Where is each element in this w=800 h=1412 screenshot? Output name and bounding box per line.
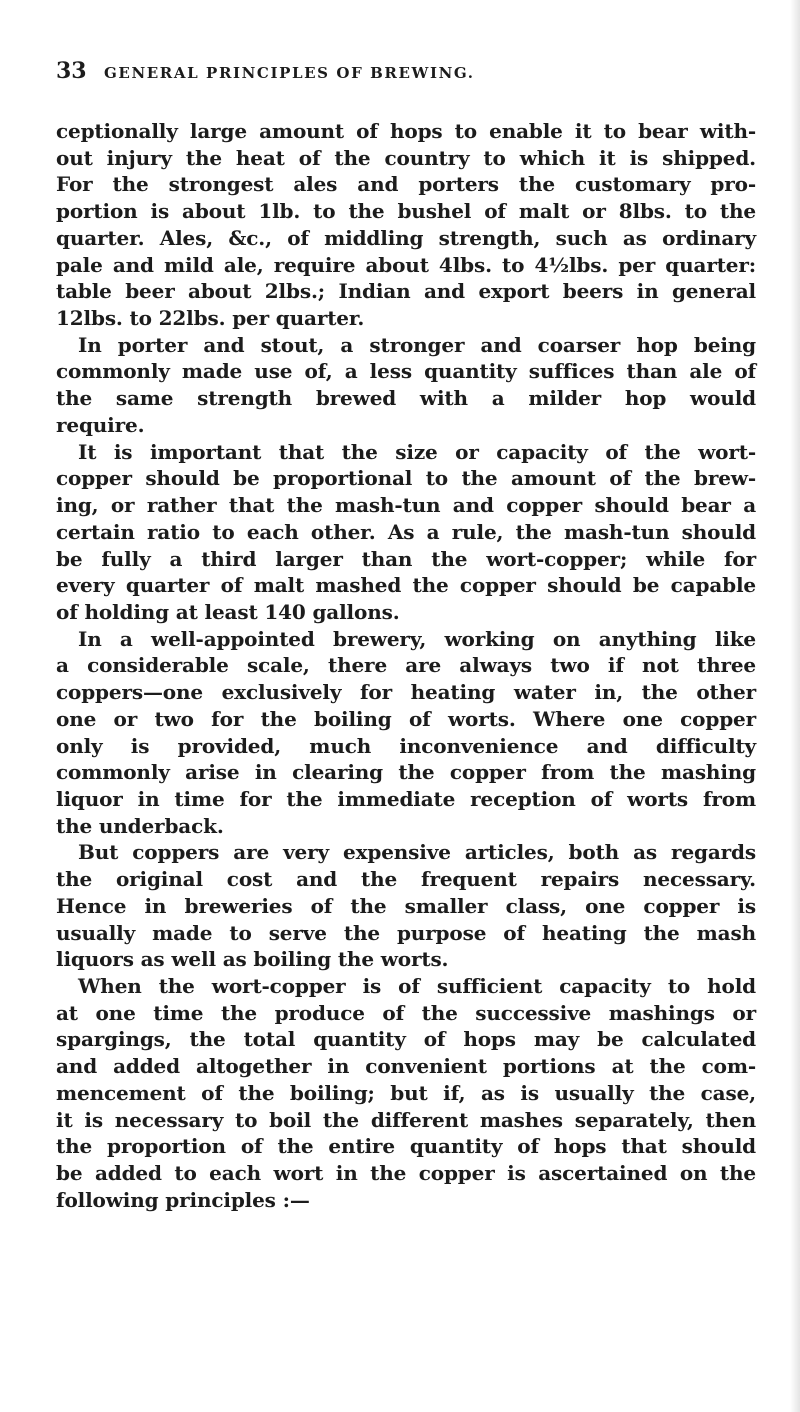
- text-line: spargings, the total quantity of hops may be calculated: [56, 1027, 756, 1052]
- text-line: a considerable scale, there are always two if not three: [56, 653, 756, 678]
- text-line: For the strongest ales and porters the customary pro-: [56, 172, 756, 197]
- text-line: In porter and stout, a stronger and coarser hop being: [78, 332, 756, 357]
- text-line: coppers—one exclusively for heating water in, the other: [56, 680, 756, 705]
- text-line: commonly made use of, a less quantity suffices than ale of: [56, 359, 756, 384]
- text-line: portion is about 1lb. to the bushel of malt or 8lbs. to the: [56, 199, 756, 224]
- text-line: it is necessary to boil the different mashes separately, then: [56, 1107, 756, 1132]
- page-header: [56, 58, 756, 94]
- text-line: Hence in breweries of the smaller class, one copper is: [56, 893, 756, 918]
- text-line: usually made to serve the purpose of heating the mash: [56, 920, 756, 945]
- body-text: [56, 118, 756, 1213]
- page-edge-shadow: [790, 0, 800, 1412]
- text-line: be added to each wort in the copper is ascertained on the: [56, 1161, 756, 1186]
- text-line: pale and mild ale, require about 4lbs. to 4½lbs. per quarter:: [56, 252, 756, 277]
- text-line: the underback.: [56, 813, 224, 838]
- text-line: commonly arise in clearing the copper from the mashing: [56, 760, 756, 785]
- text-line: one or two for the boiling of worts. Where one copper: [56, 706, 756, 731]
- text-line: In a well-appointed brewery, working on anything like: [78, 626, 756, 651]
- text-line: But coppers are very expensive articles, both as regards: [78, 840, 756, 865]
- text-line: table beer about 2lbs.; Indian and export beers in general: [56, 279, 756, 304]
- text-line: following principles :—: [56, 1187, 310, 1212]
- text-line: the same strength brewed with a milder hop would: [56, 386, 756, 411]
- text-line: It is important that the size or capacity of the wort-: [78, 439, 756, 464]
- text-line: require.: [56, 412, 145, 437]
- running-head: GENERAL PRINCIPLES OF BREWING.: [104, 64, 475, 82]
- text-line: copper should be proportional to the amount of the brew-: [56, 466, 756, 491]
- text-line: 12lbs. to 22lbs. per quarter.: [56, 306, 365, 331]
- text-line: out injury the heat of the country to which it is shipped.: [56, 145, 756, 170]
- text-line: quarter. Ales, &c., of middling strength, such as ordinary: [56, 225, 756, 250]
- text-line: mencement of the boiling; but if, as is usually the case,: [56, 1080, 756, 1105]
- text-line: and added altogether in convenient portions at the com-: [56, 1054, 756, 1079]
- text-line: ing, or rather that the mash-tun and copper should bear a: [56, 493, 756, 518]
- text-line: ceptionally large amount of hops to enable it to bear with-: [56, 119, 756, 143]
- page-number: 33: [56, 58, 87, 84]
- text-line: be fully a third larger than the wort-copper; while for: [56, 546, 756, 571]
- text-line: the original cost and the frequent repairs necessary.: [56, 867, 756, 892]
- text-line: the proportion of the entire quantity of hops that should: [56, 1134, 756, 1159]
- text-line: at one time the produce of the successive mashings or: [56, 1000, 756, 1025]
- text-line: liquor in time for the immediate reception of worts from: [56, 786, 756, 811]
- text-line: of holding at least 140 gallons.: [56, 599, 400, 624]
- text-line: liquors as well as boiling the worts.: [56, 947, 449, 972]
- text-line: certain ratio to each other. As a rule, the mash-tun should: [56, 519, 756, 544]
- text-line: When the wort-copper is of sufficient capacity to hold: [78, 974, 756, 998]
- text-line: only is provided, much inconvenience and difficulty: [56, 733, 756, 758]
- text-line: every quarter of malt mashed the copper should be capable: [56, 573, 756, 598]
